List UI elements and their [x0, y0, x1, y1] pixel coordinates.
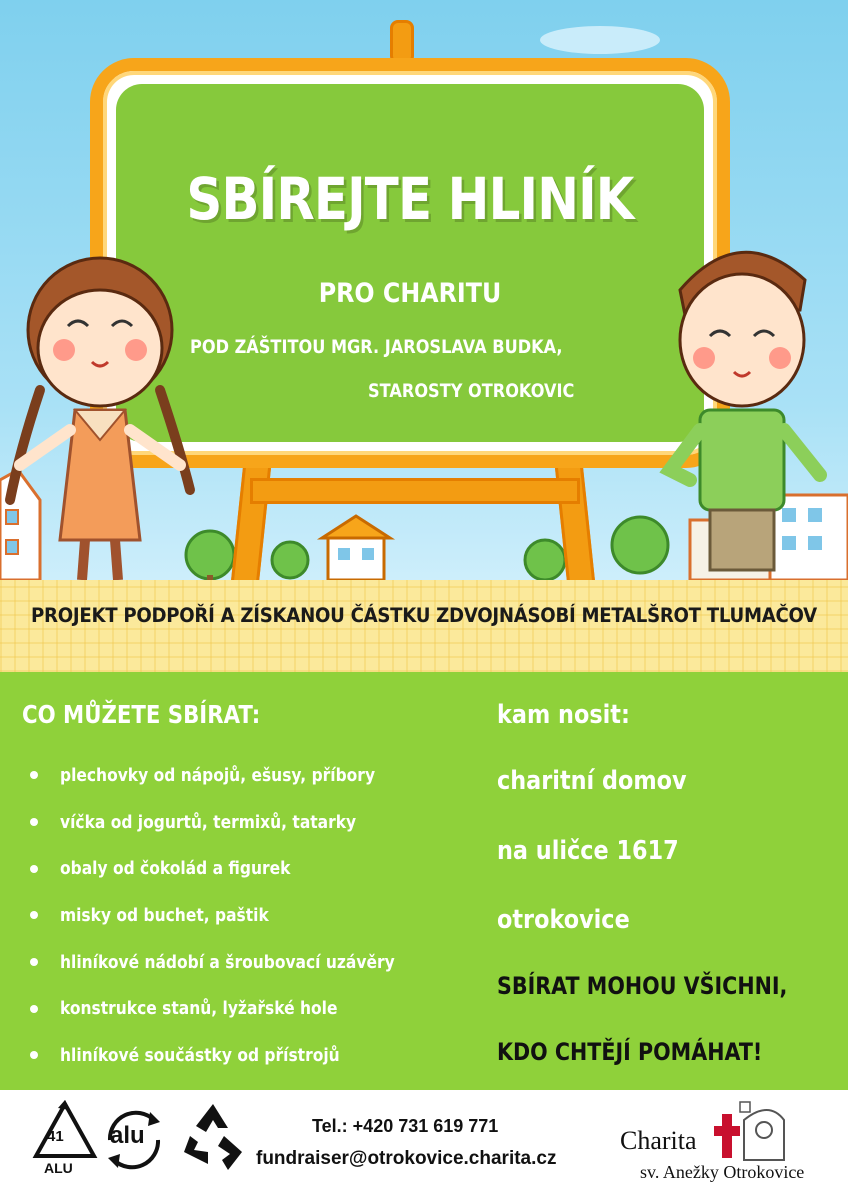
charita-logo-icon	[714, 1100, 834, 1164]
recycle-label: ALU	[44, 1160, 73, 1176]
list-item: hliníkové nádobí a šroubovací uzávěry	[22, 939, 449, 986]
tree	[525, 540, 565, 580]
board-subtitle: PRO CHARITU	[318, 278, 502, 309]
tree	[272, 542, 308, 578]
board-patron-line1: POD ZÁŠTITOU MGR. JAROSLAVA BUDKA,	[190, 336, 563, 358]
cloud	[540, 26, 660, 54]
list-item: víčka od jogurtů, termixů, tatarky	[22, 799, 449, 846]
list-item: plechovky od nápojů, ešusy, příbory	[22, 752, 449, 799]
bullet-icon	[30, 911, 38, 919]
cta-line2: KDO CHTĚJÍ POMÁHAT!	[497, 1038, 763, 1066]
boy-character	[640, 230, 840, 590]
recycle-arrows-icon	[178, 1100, 248, 1172]
bullet-icon	[30, 958, 38, 966]
easel-crossbar	[250, 478, 580, 504]
list-item: misky od buchet, paštik	[22, 892, 449, 939]
where-city: otrokovice	[497, 905, 630, 935]
bullet-icon	[30, 771, 38, 779]
charita-logo-name: Charita	[620, 1126, 697, 1155]
list-item: konstrukce stanů, lyžařské hole	[22, 985, 449, 1032]
bullet-icon	[30, 1051, 38, 1059]
collect-title: CO MŮŽETE SBÍRAT:	[22, 700, 261, 729]
bullet-icon	[30, 1005, 38, 1013]
where-place: charitní domov	[497, 766, 687, 796]
house-center	[322, 516, 390, 580]
board-patron-line2: STAROSTY OTROKOVIC	[368, 380, 575, 402]
collect-list	[22, 752, 449, 1079]
bullet-icon	[30, 865, 38, 873]
where-heading: kam nosit:	[497, 700, 630, 730]
charita-logo-sub: sv. Anežky Otrokovice	[640, 1162, 805, 1182]
bullet-icon	[30, 818, 38, 826]
alu-label: alu	[110, 1122, 145, 1149]
cta-line1: SBÍRAT MOHOU VŠICHNI,	[497, 972, 788, 1000]
where-street: na uličce 1617	[497, 836, 679, 866]
board-title: SBÍREJTE HLINÍK	[186, 165, 634, 233]
list-item: obaly od čokolád a figurek	[22, 845, 449, 892]
contact-phone: Tel.: +420 731 619 771	[312, 1116, 499, 1136]
girl-character	[0, 240, 200, 590]
project-line: PROJEKT PODPOŘÍ A ZÍSKANOU ČÁSTKU ZDVOJNÁSOBÍ METALŠROT TLUMAČOV	[31, 604, 817, 627]
recycle-code: 41	[47, 1128, 64, 1145]
list-item: hliníkové součástky od přístrojů	[22, 1032, 449, 1079]
contact-email: fundraiser@otrokovice.charita.cz	[256, 1148, 557, 1169]
